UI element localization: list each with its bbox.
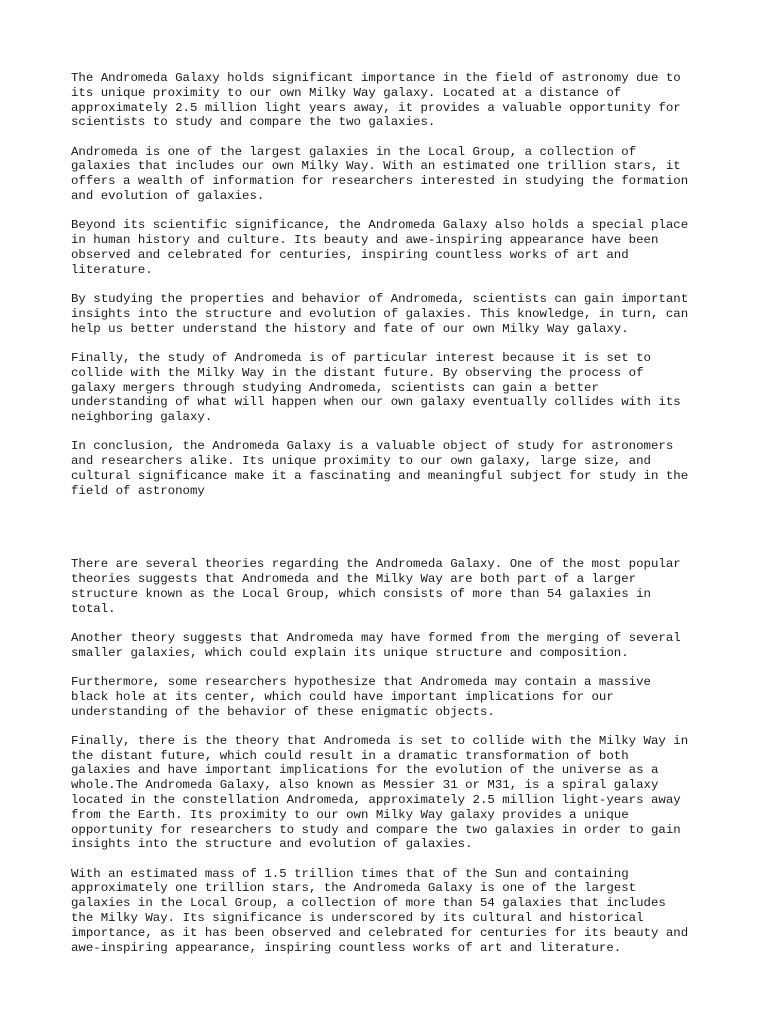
section-spacer (71, 513, 711, 557)
paragraph: There are several theories regarding the Andromeda Galaxy. One of the most popular theories suggests that Andromeda and the Milky Way are both part of a larger structure known as the Local Group, which consists of more than 54 galaxies in total. (71, 557, 681, 616)
paragraph: Andromeda is one of the largest galaxies in the Local Group, a collection of galaxies that includes our own Milky Way. With an estimated one trillion stars, it offers a wealth of information for researchers interested in studying the formation and evolution of galaxies. (71, 144, 689, 204)
paragraph: Finally, the study of Andromeda is of particular interest because it is set to collide with the Milky Way in the distant future. By observing the process of galaxy mergers through studying Andromeda, scientists can gain a better understanding of what will happen when our own galaxy eventually collides with its neighboring galaxy. (71, 350, 681, 425)
paragraph: Finally, there is the theory that Andromeda is set to collide with the Milky Way in the distant future, which could result in a dramatic transformation of both galaxies and have important implications for the evolution of the universe as a whole.The Andromeda Galaxy, also known as Messier 31 or M31, is a spiral galaxy located in the constellation Andromeda, approximately 2.5 million light-years away from the Earth. Its proximity to our own Milky Way galaxy provides a unique opportunity for researchers to study and compare the two galaxies in order to gain insights into the structure and evolution of galaxies. (71, 733, 689, 852)
paragraph: Another theory suggests that Andromeda may have formed from the merging of several smaller galaxies, which could explain its unique structure and composition. (71, 630, 681, 660)
paragraph: By studying the properties and behavior of Andromeda, scientists can gain important insights into the structure and evolution of galaxies. This knowledge, in turn, can help us better understand the history and fate of our own Milky Way galaxy. (71, 292, 689, 336)
paragraph: The Andromeda Galaxy holds significant importance in the field of astronomy due to its unique proximity to our own Milky Way galaxy. Located at a distance of approximately 2.5 million light years away, it provides a valuable opportunity for scientists to study and compare the two galaxies. (71, 71, 681, 130)
paragraph: Furthermore, some researchers hypothesize that Andromeda may contain a massive black hole at its center, which could have important implications for our understanding of the behavior of these enigmatic objects. (71, 674, 651, 719)
paragraph: With an estimated mass of 1.5 trillion times that of the Sun and containing approximately one trillion stars, the Andromeda Galaxy is one of the largest galaxies in the Local Group, a collection of more than 54 galaxies that includes the Milky Way. Its significance is underscored by its cultural and historical importance, as it has been observed and celebrated for centuries for its beauty and awe-inspiring appearance, inspiring countless works of art and literature. (71, 866, 689, 955)
document-page (71, 71, 711, 970)
paragraph: Beyond its scientific significance, the Andromeda Galaxy also holds a special place in human history and culture. Its beauty and awe-inspiring appearance have been observed and celebrated for centuries, inspiring countless works of art and literature. (71, 218, 689, 277)
paragraph: In conclusion, the Andromeda Galaxy is a valuable object of study for astronomers and researchers alike. Its unique proximity to our own galaxy, large size, and cultural significance make it a fascinating and meaningful subject for study in the field of astronomy (71, 439, 689, 498)
